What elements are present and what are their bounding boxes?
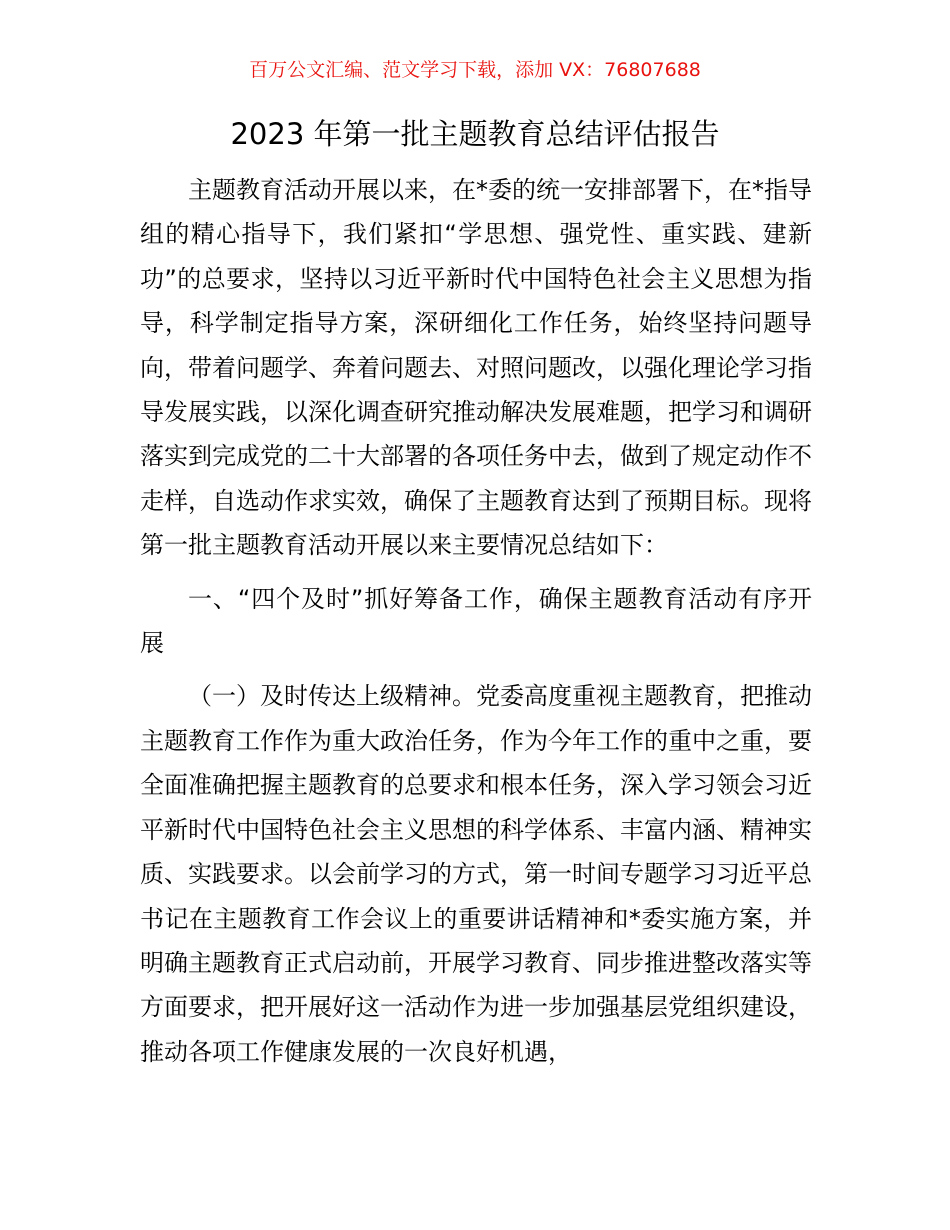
watermark-text: 百万公文汇编、范文学习下载，添加 VX：76807688	[249, 59, 701, 81]
section-heading-1: 一、“四个及时”抓好筹备工作，确保主题教育活动有序开展	[140, 584, 812, 658]
intro-paragraph: 主题教育活动开展以来，在*委的统一安排部署下，在*指导组的精心指导下，我们紧扣“学思想、强党性、重实践、建新功”的总要求，坚持以习近平新时代中国特色社会主义思想为指导，科学制定指导方案，深研细化工作任务，始终坚持问题导向，带着问题学、奔着问题去、对照问题改，以强化理论学习指导发展实践，以深化调查研究推动解决发展难题，把学习和调研落实到完成党的二十大部署的各项任务中去，做到了规定动作不走样，自选动作求实效，确保了主题教育达到了预期目标。现将第一批主题教育活动开展以来主要情况总结如下：	[140, 176, 812, 560]
document-title: 2023 年第一批主题教育总结评估报告	[230, 117, 720, 151]
subsection-paragraph-1: （一）及时传达上级精神。党委高度重视主题教育，把推动主题教育工作作为重大政治任务，作为今年工作的重中之重，要全面准确把握主题教育的总要求和根本任务，深入学习领会习近平新时代中国特色社会主义思想的科学体系、丰富内涵、精神实质、实践要求。以会前学习的方式，第一时间专题学习习近平总书记在主题教育工作会议上的重要讲话精神和*委实施方案，并明确主题教育正式启动前，开展学习教育、同步推进整改落实等方面要求，把开展好这一活动作为进一步加强基层党组织建设，推动各项工作健康发展的一次良好机遇，	[140, 682, 812, 1066]
document-body	[140, 168, 812, 1074]
